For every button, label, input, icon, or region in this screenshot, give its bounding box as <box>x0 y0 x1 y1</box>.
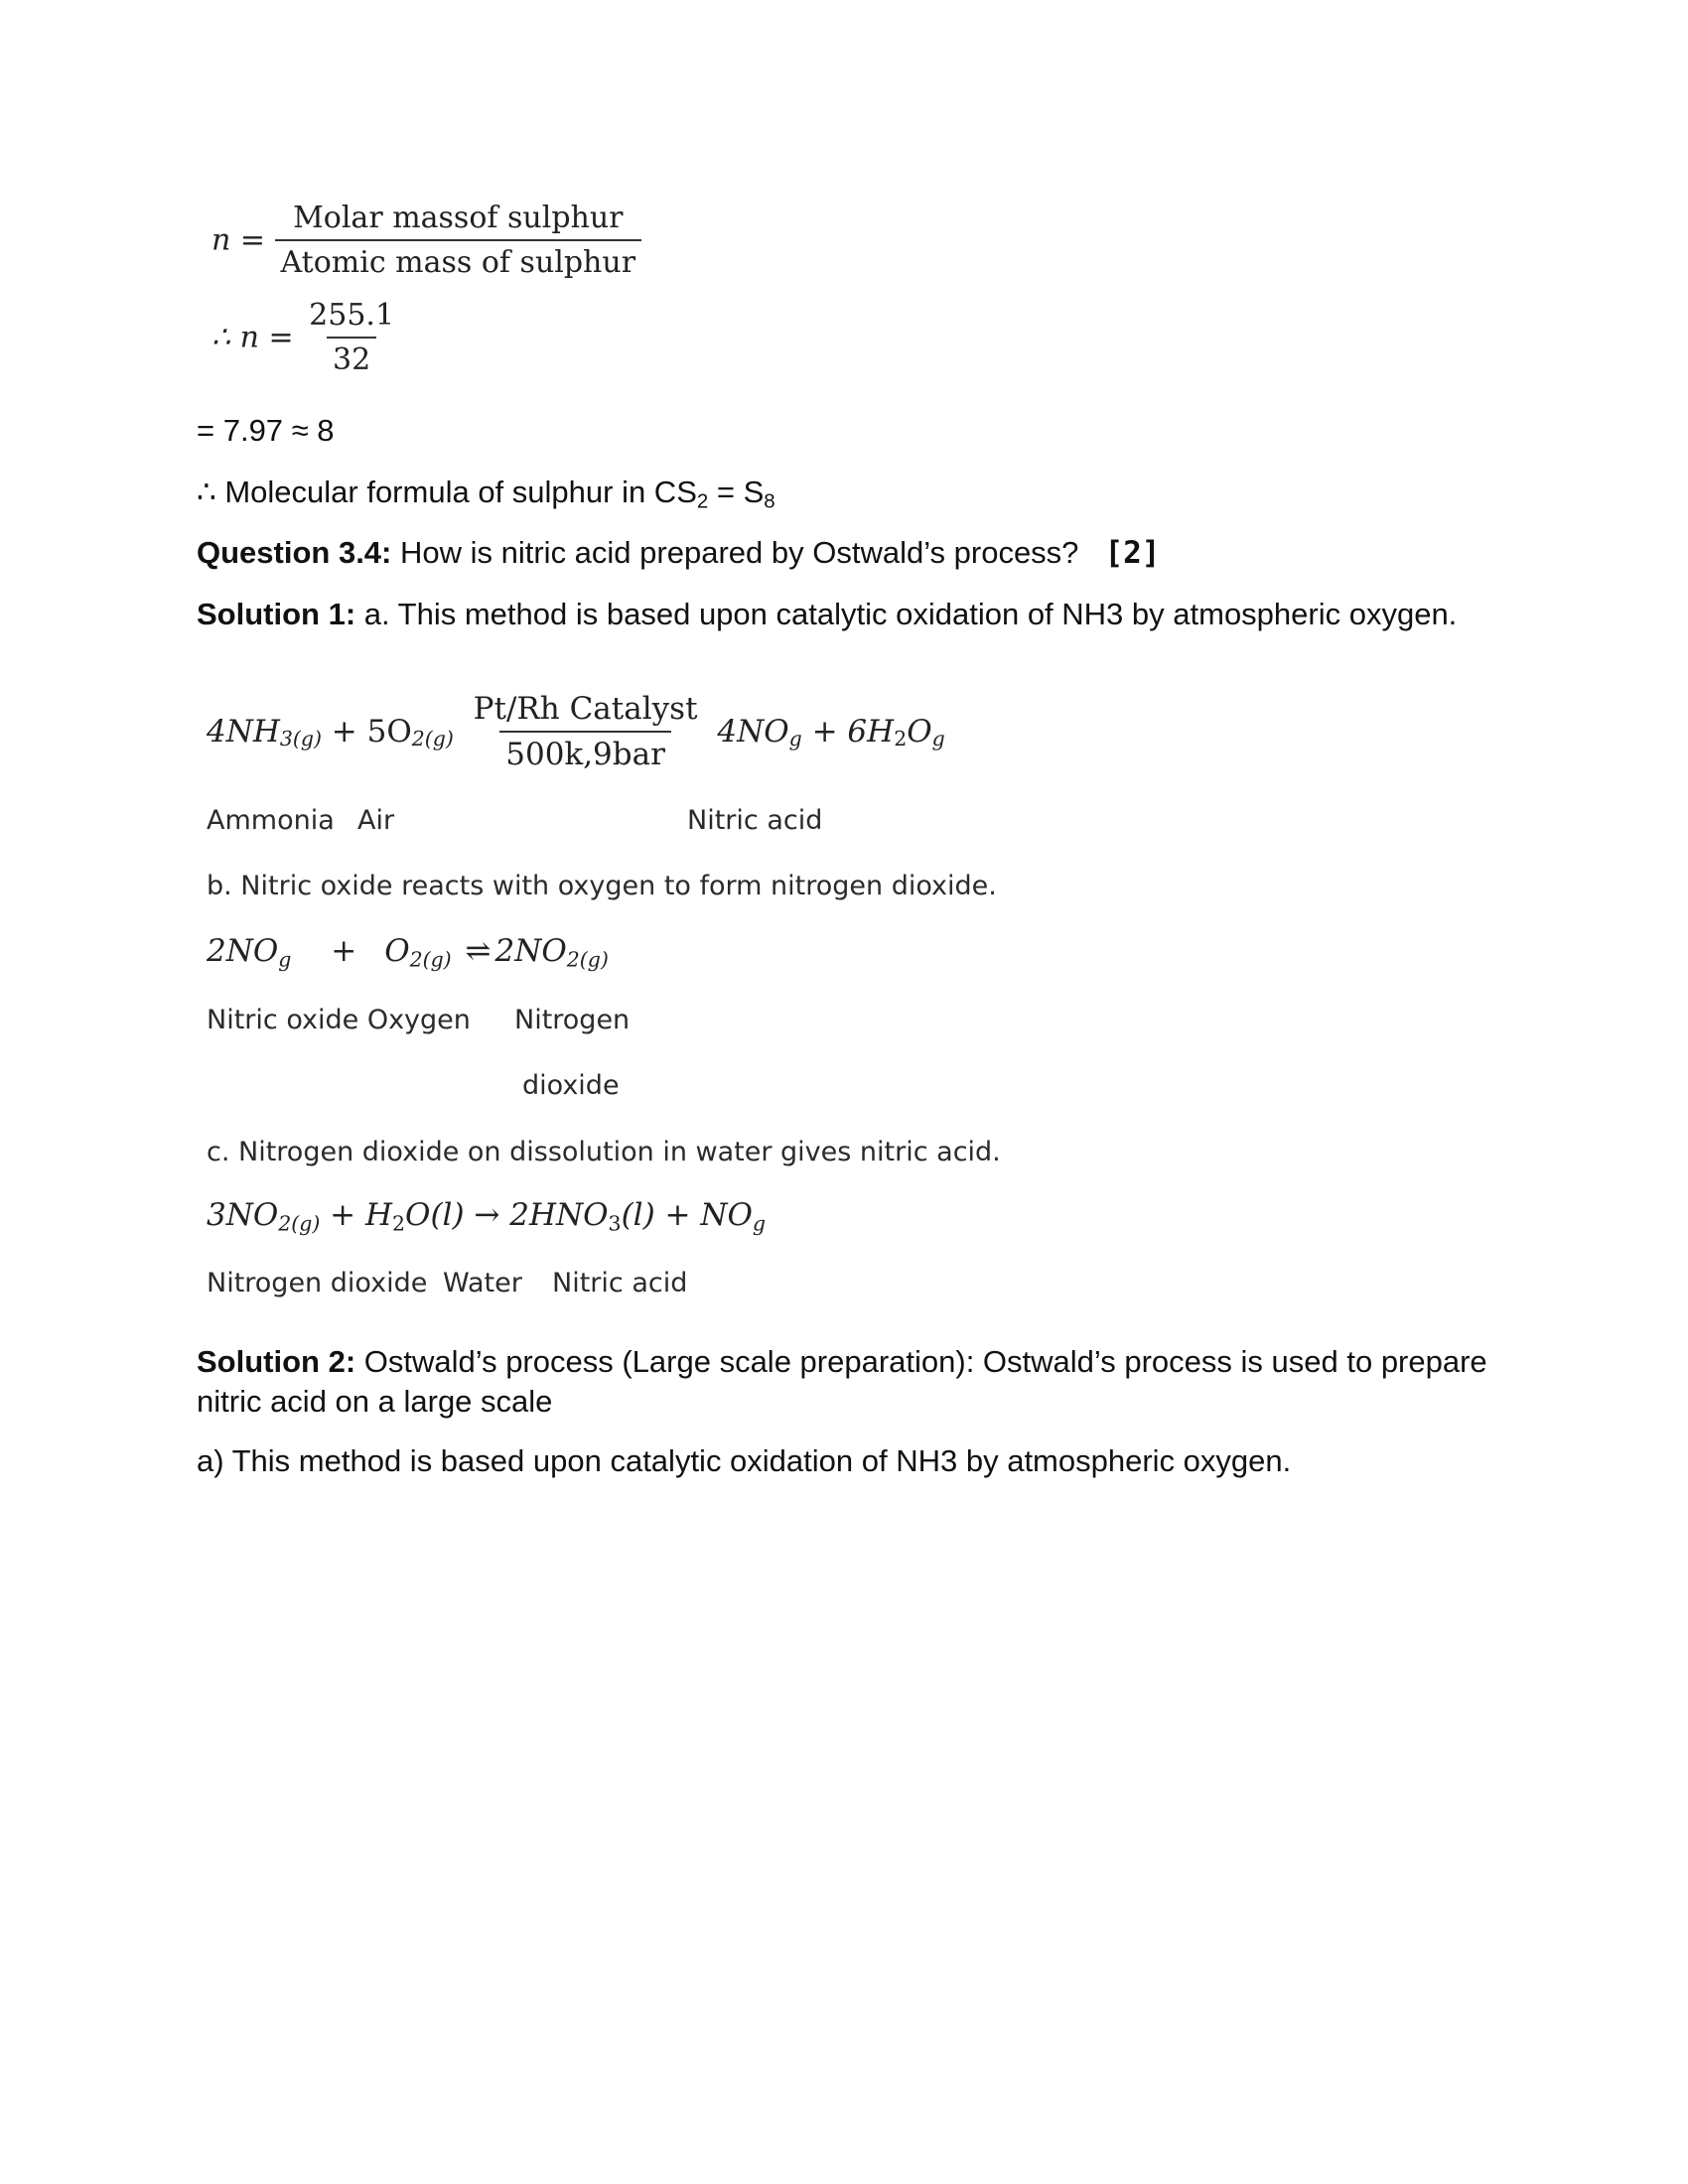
r1-product2: O <box>907 714 932 750</box>
question-label: Question 3.4: <box>197 535 392 570</box>
fraction <box>275 201 642 280</box>
r2-plus: + <box>331 933 357 969</box>
molecular-formula-line <box>197 473 775 512</box>
mf-sub1: 2 <box>696 489 709 513</box>
question-text: How is nitric acid prepared by Ostwald’s process? <box>391 535 1079 570</box>
r2-reactant1: 2NO <box>207 933 279 969</box>
r3-hsub: 2 <box>392 1211 406 1236</box>
fraction-numerator: Molar massof sulphur <box>293 201 624 235</box>
result-line: = 7.97 ≈ 8 <box>197 413 335 448</box>
solution2-text: Ostwald’s process (Large scale preparation): Ostwald’s process is used to prepare nitric acid on a large scale <box>197 1344 1487 1419</box>
label-nitric-acid-2: Nitric acid <box>552 1268 688 1298</box>
reaction-nitric-oxide <box>207 933 609 972</box>
label-nitrogen: Nitrogen <box>514 1005 631 1035</box>
formula-n-value <box>211 298 400 377</box>
formula-lhs: n = <box>211 222 265 258</box>
reaction-ammonia-oxidation <box>207 691 945 772</box>
r1-hsub: 2 <box>894 727 908 751</box>
label-nitric-acid: Nitric acid <box>687 805 823 836</box>
r3-reactant1: 3NO <box>207 1197 279 1233</box>
fraction-denominator: Atomic mass of sulphur <box>275 239 642 280</box>
label-nitric-oxide-oxygen: Nitric oxide Oxygen <box>207 1005 471 1035</box>
r1-psub2: g <box>931 727 945 751</box>
fraction <box>303 298 400 377</box>
r3-sub1: 2(g) <box>278 1211 321 1236</box>
step-b-text: b. Nitric oxide reacts with oxygen to form nitrogen dioxide. <box>207 871 997 901</box>
solution2-label: Solution 2: <box>197 1344 356 1379</box>
solution1-label: Solution 1: <box>197 597 356 631</box>
catalyst-label: Pt/Rh Catalyst <box>473 691 698 727</box>
label-dioxide: dioxide <box>522 1070 620 1101</box>
label-water: Water <box>443 1268 522 1298</box>
equilibrium-arrow: ⇌ <box>465 933 492 969</box>
r2-product: 2NO <box>494 933 567 969</box>
r1-plus-h: + 6H <box>801 714 895 750</box>
label-air: Air <box>357 805 395 836</box>
label-ammonia: Ammonia <box>207 805 335 836</box>
solution1-text: a. This method is based upon catalytic oxidation of NH3 by atmospheric oxygen. <box>355 597 1458 631</box>
question-line <box>197 533 1160 573</box>
r2-reactant2: O <box>384 933 410 969</box>
r3-psub2: g <box>752 1211 766 1236</box>
conditions-label: 500k,9bar <box>499 731 671 772</box>
r1-reactant1: 4NH <box>207 714 280 750</box>
r3-water-arrow: O(l) → 2HNO <box>405 1197 609 1233</box>
r2-sub2: 2(g) <box>409 947 452 972</box>
solution2-step-a: a) This method is based upon catalytic oxidation of NH3 by atmospheric oxygen. <box>197 1443 1292 1478</box>
step-c-text: c. Nitrogen dioxide on dissolution in water gives nitric acid. <box>207 1137 1001 1167</box>
fraction-denominator: 32 <box>327 337 376 377</box>
reaction-nitrogen-dioxide <box>207 1197 766 1236</box>
mf-sub2: 8 <box>764 489 775 513</box>
fraction-numerator: 255.1 <box>309 298 395 333</box>
r1-plus-o2: + 5O <box>321 714 412 750</box>
r1-psub1: g <box>788 727 802 751</box>
mf-prefix: ∴ Molecular formula of sulphur in CS <box>197 475 697 509</box>
formula-molar-ratio <box>211 201 641 280</box>
r3-plus-h: + H <box>320 1197 393 1233</box>
reaction-conditions <box>468 691 704 772</box>
r2-sub1: g <box>278 947 292 972</box>
r2-psub: 2(g) <box>566 947 609 972</box>
r1-product1: 4NO <box>717 714 789 750</box>
r1-sub2: 2(g) <box>411 727 454 751</box>
solution1-paragraph <box>197 595 1487 634</box>
mf-mid: = S <box>708 475 765 509</box>
formula-lhs: ∴ n = <box>211 320 294 355</box>
solution2-paragraph <box>197 1342 1487 1422</box>
r3-psub: 3 <box>608 1211 622 1236</box>
label-nitrogen-dioxide: Nitrogen dioxide <box>207 1268 428 1298</box>
marks-badge: [2] <box>1104 535 1161 571</box>
r3-product: (l) + NO <box>621 1197 753 1233</box>
r1-sub1: 3(g) <box>279 727 322 751</box>
